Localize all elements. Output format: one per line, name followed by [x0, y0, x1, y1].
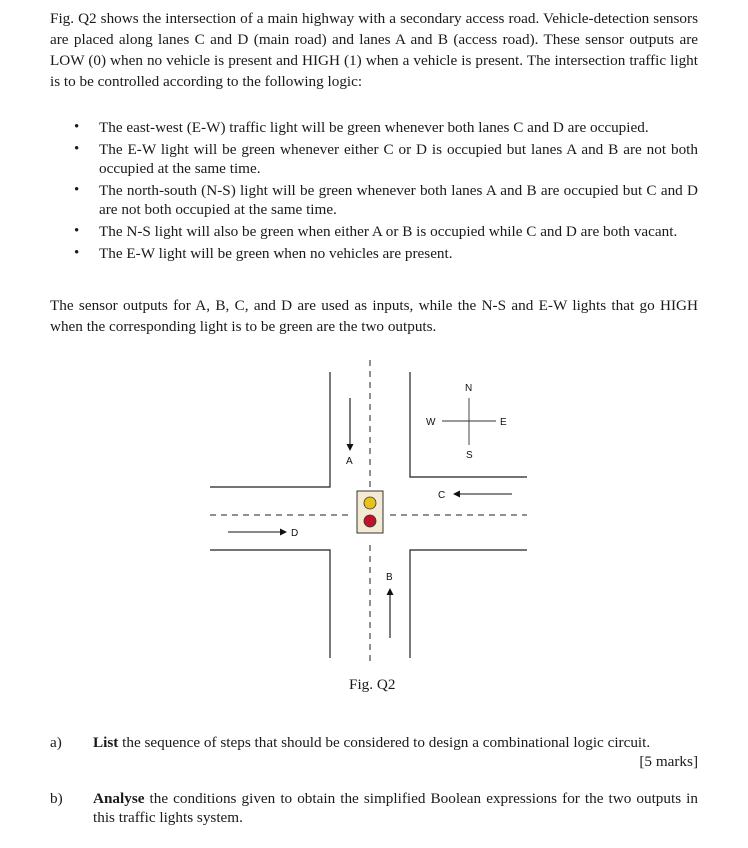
question-label: b) [50, 790, 63, 807]
lane-d-label: D [291, 528, 299, 539]
marks-label: [5 marks] [639, 753, 698, 770]
question-verb: List [93, 734, 119, 751]
bullet-icon: • [74, 119, 80, 135]
question-body: the sequence of steps that should be considered to design a combinational logic circuit. [118, 734, 651, 751]
figure-caption: Fig. Q2 [349, 676, 396, 693]
question-text [93, 789, 698, 827]
lane-a-label: A [346, 456, 353, 467]
question-text [93, 733, 698, 752]
compass-south-label: S [466, 450, 473, 461]
lane-b-label: B [386, 572, 393, 583]
bullet-icon: • [74, 244, 80, 261]
traffic-light-icon [357, 491, 383, 533]
rule-text: The east-west (E-W) traffic light will be green whenever both lanes C and D are occupied. [99, 119, 649, 136]
bullet-icon: • [74, 140, 80, 157]
compass-west-label: W [426, 417, 436, 428]
bullet-icon: • [74, 181, 80, 198]
rule-text: The E-W light will be green whenever either C or D is occupied but lanes A and B are not both occupied at the same time. [99, 140, 698, 178]
question-body: the conditions given to obtain the simplified Boolean expressions for the two outputs in this traffic lights system. [93, 790, 698, 826]
compass-east-label: E [500, 417, 507, 428]
question-label: a) [50, 734, 62, 751]
lane-c-arrow-icon [453, 491, 512, 498]
lane-b-arrow-icon [387, 588, 394, 638]
question-b [50, 789, 698, 827]
road-edge-nw [210, 372, 330, 487]
compass-north-label: N [465, 383, 473, 394]
red-lamp [364, 515, 376, 527]
bullet-icon: • [74, 222, 80, 239]
sensor-paragraph: The sensor outputs for A, B, C, and D are used as inputs, while the N-S and E-W lights that go HIGH when the corresponding light is to be green are the two outputs. [50, 297, 698, 335]
road-edge-sw [210, 550, 330, 658]
lane-c-label: C [438, 490, 446, 501]
question-a [50, 733, 698, 771]
rule-text: The E-W light will be green when no vehicles are present. [99, 244, 453, 262]
lane-a-arrow-icon [347, 398, 354, 451]
intro-paragraph: Fig. Q2 shows the intersection of a main highway with a secondary access road. Vehicle-detection sensors are placed along lanes C and D (main road) and lanes A and B (access road). These sensor outputs are LOW (0) when no vehicle is present and HIGH (1) when a vehicle is present. The intersection traffic light is to be controlled according to the following logic: [50, 10, 698, 90]
amber-lamp [364, 497, 376, 509]
question-verb: Analyse [93, 790, 145, 807]
rule-text: The north-south (N-S) light will be green whenever both lanes A and B are occupied but C and D are not both occupied at the same time. [99, 181, 698, 219]
lane-d-arrow-icon [228, 529, 287, 536]
road-edge-se [410, 550, 527, 658]
compass-icon [442, 398, 496, 445]
rule-text: The N-S light will also be green when either A or B is occupied while C and D are both vacant. [99, 222, 678, 240]
